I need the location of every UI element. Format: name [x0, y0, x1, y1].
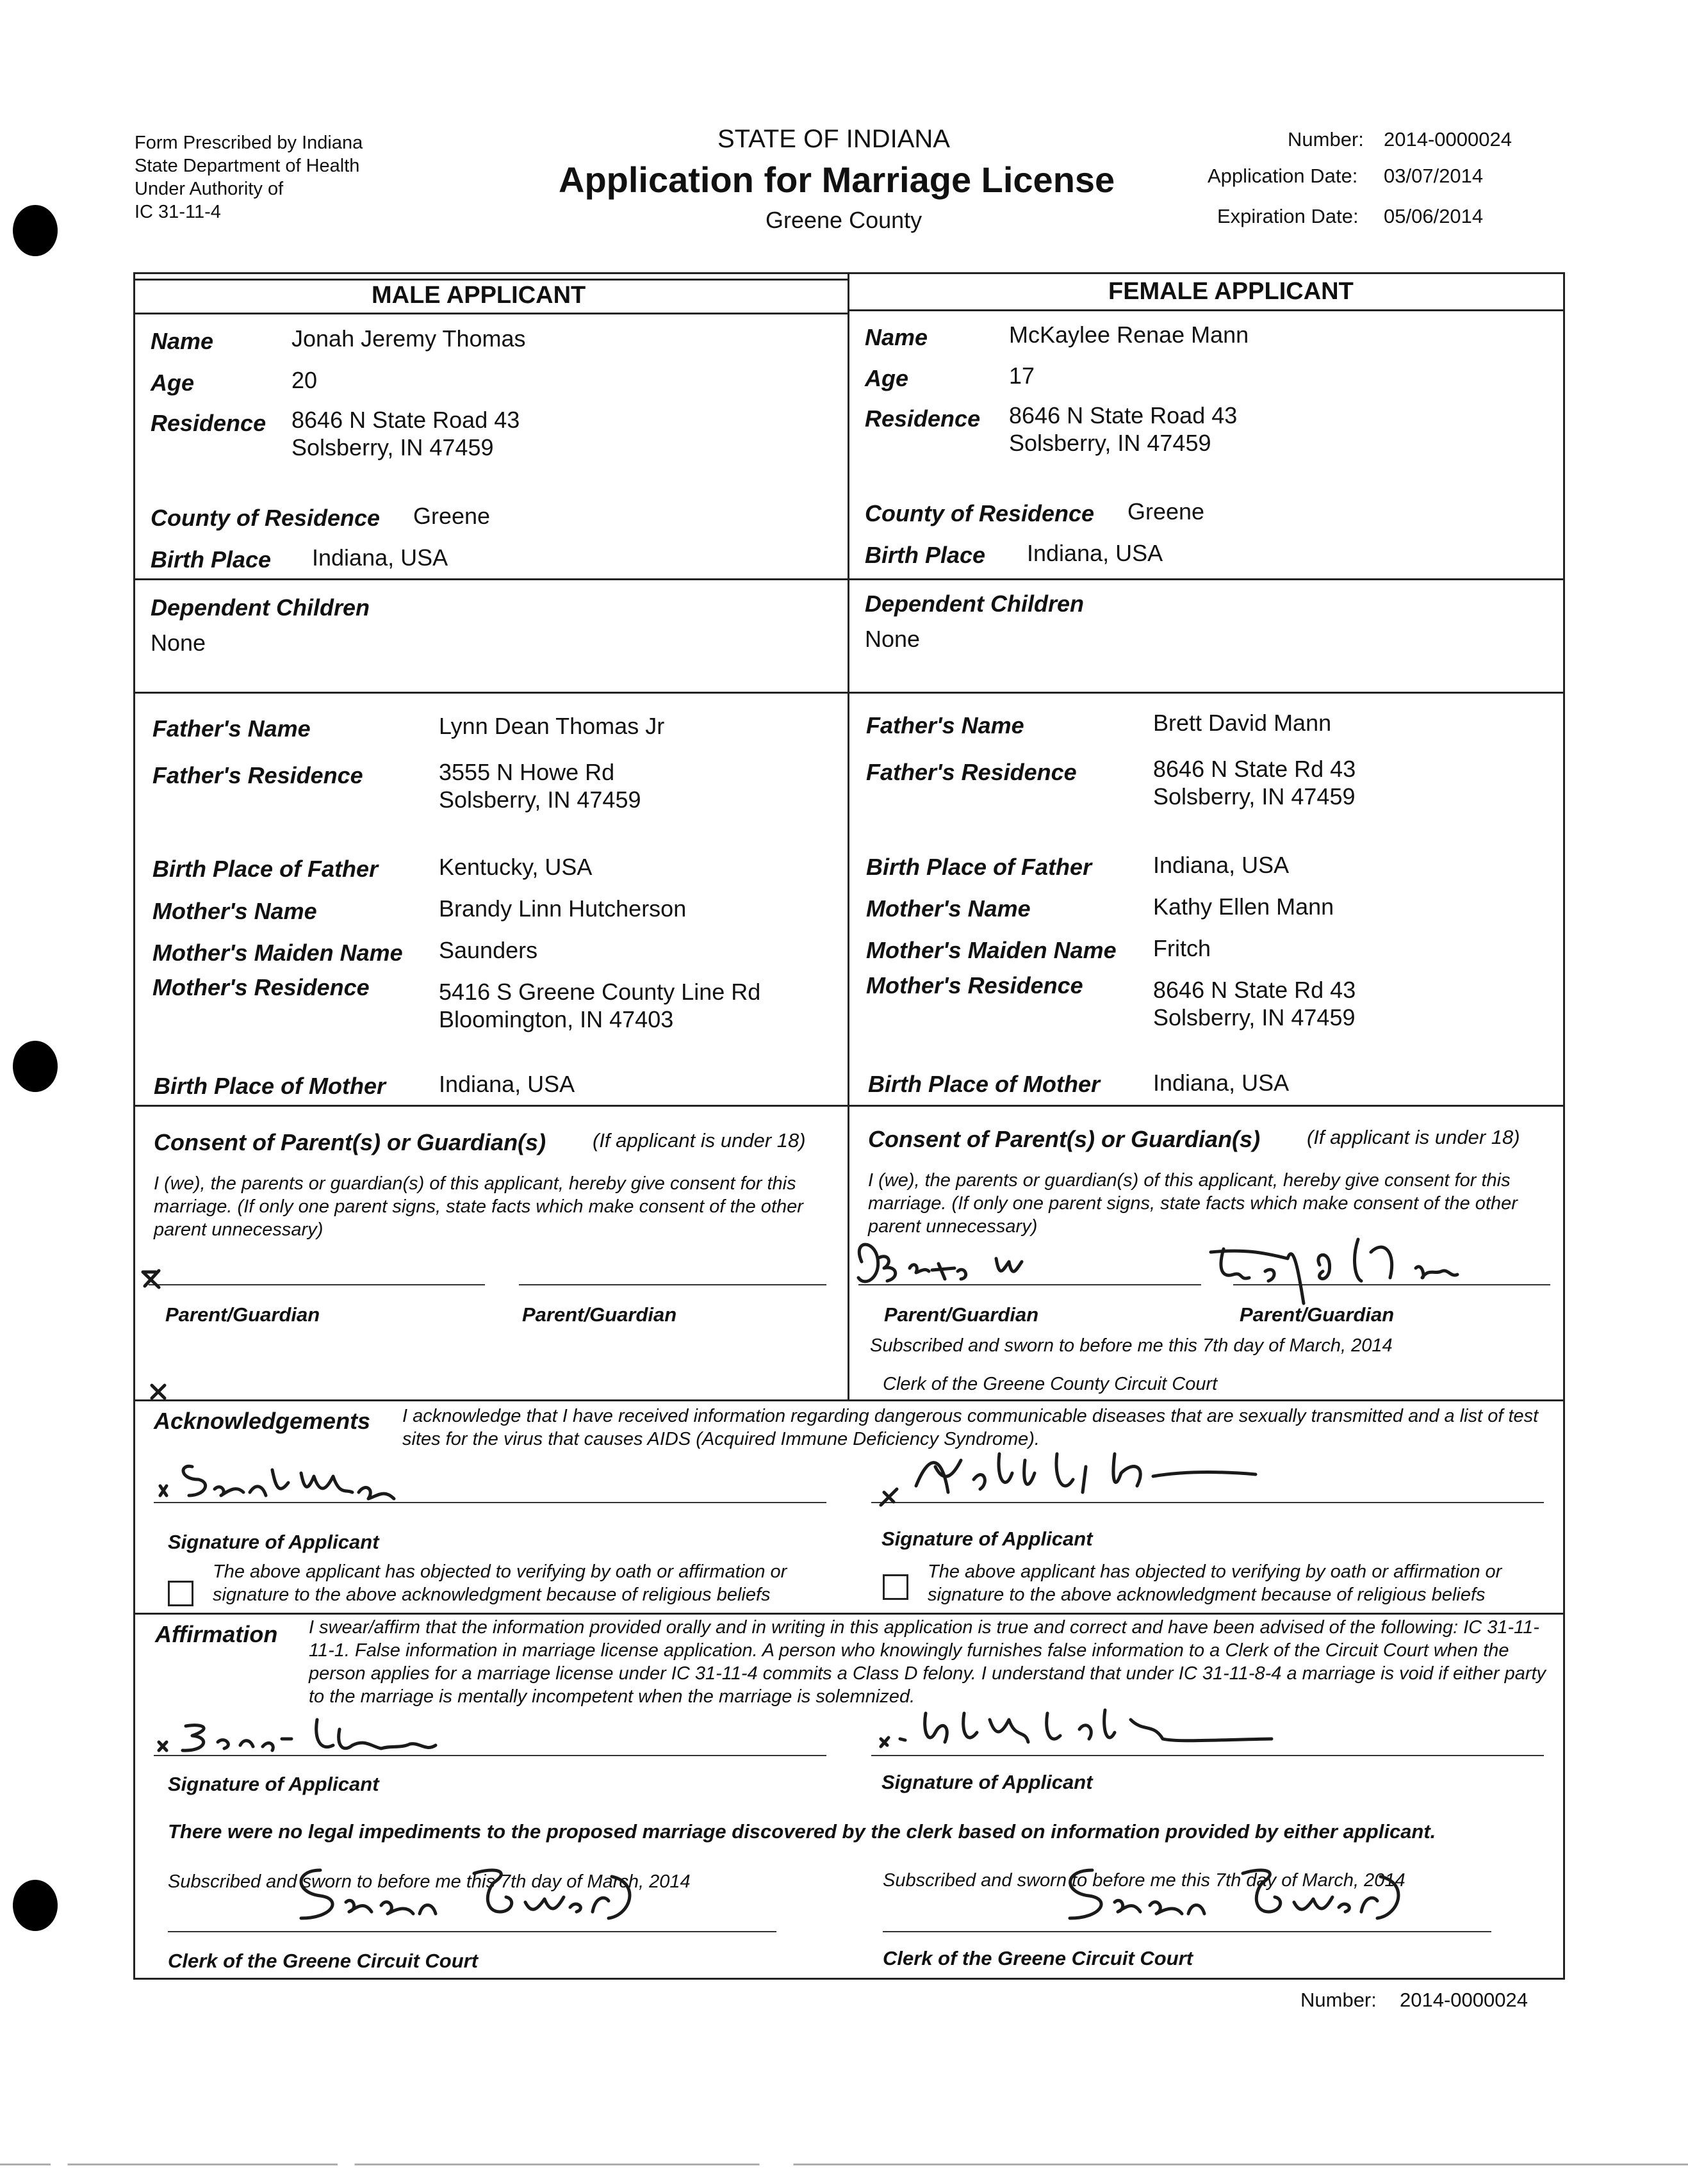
female-religious-objection-text: The above applicant has objected to verifying by oath or affirmation or signature to the above acknowledgment because of religious beliefs: [928, 1561, 1502, 1605]
female-residence-line2: Solsberry, IN 47459: [1009, 430, 1211, 456]
punch-hole-bottom: [13, 1880, 58, 1931]
prescribed-line: IC 31-11-4: [135, 202, 221, 222]
number-value: 2014-0000024: [1384, 128, 1512, 151]
female-mothers-maiden-name: Fritch: [1153, 935, 1211, 961]
expiration-date-label: Expiration Date:: [1217, 205, 1359, 227]
female-clerk-label: Clerk of the Greene Circuit Court: [883, 1947, 1193, 1969]
male-residence-line2: Solsberry, IN 47459: [291, 434, 494, 460]
male-mothers-residence-line2: Bloomington, IN 47403: [439, 1006, 674, 1032]
male-age-label: Age: [151, 370, 195, 396]
male-clerk-signature: [282, 1857, 653, 1931]
female-residence-line1: 8646 N State Road 43: [1009, 402, 1238, 428]
application-date-label: Application Date:: [1208, 165, 1358, 187]
female-mothers-name: Kathy Ellen Mann: [1153, 893, 1334, 920]
male-age: 20: [291, 367, 318, 393]
female-mothers-name-label: Mother's Name: [866, 895, 1031, 922]
female-birth-place-mother-label: Birth Place of Mother: [868, 1071, 1101, 1097]
female-mothers-residence-line1: 8646 N State Rd 43: [1153, 977, 1356, 1003]
male-birth-place-mother: Indiana, USA: [439, 1071, 575, 1097]
male-county: Greene: [413, 503, 491, 529]
male-parent-signature-line-1: [149, 1284, 485, 1285]
affirmation-title: Affirmation: [155, 1621, 278, 1647]
male-applicant-heading: MALE APPLICANT: [372, 282, 586, 309]
female-religious-objection-checkbox[interactable]: [883, 1574, 908, 1600]
male-consent-title: Consent of Parent(s) or Guardian(s): [154, 1129, 546, 1155]
male-birth-place-mother-label: Birth Place of Mother: [154, 1073, 386, 1099]
male-clerk-label: Clerk of the Greene Circuit Court: [168, 1950, 479, 1972]
female-birth-place-label: Birth Place: [865, 542, 986, 568]
female-name-label: Name: [865, 324, 928, 350]
female-birth-place-mother: Indiana, USA: [1153, 1070, 1290, 1096]
female-affirmation-signature-line: [871, 1755, 1544, 1756]
female-consent-title: Consent of Parent(s) or Guardian(s): [868, 1126, 1261, 1152]
female-affirmation-signature-label: Signature of Applicant: [881, 1771, 1093, 1793]
female-birth-place: Indiana, USA: [1027, 540, 1163, 566]
female-consent-note: (If applicant is under 18): [1307, 1126, 1520, 1148]
female-applicant-heading: FEMALE APPLICANT: [1108, 278, 1354, 305]
female-fathers-residence-line1: 8646 N State Rd 43: [1153, 756, 1356, 782]
male-parent-x-mark: [140, 1267, 165, 1292]
female-clerk-signature-line: [883, 1931, 1491, 1932]
female-county: Greene: [1127, 498, 1205, 525]
female-ack-signature-label: Signature of Applicant: [881, 1528, 1093, 1550]
male-dependent-children-label: Dependent Children: [151, 594, 370, 621]
male-name-label: Name: [151, 328, 214, 354]
father-signature: [849, 1233, 1188, 1294]
male-ack-signature-label: Signature of Applicant: [168, 1531, 379, 1553]
punch-hole-top: [13, 205, 58, 256]
male-residence-label: Residence: [151, 410, 266, 436]
male-parent-guardian-label-2: Parent/Guardian: [522, 1303, 677, 1326]
application-date-value: 03/07/2014: [1384, 165, 1484, 187]
consent-clerk: Clerk of the Greene County Circuit Court: [883, 1374, 1218, 1394]
state-heading: STATE OF INDIANA: [717, 125, 950, 153]
male-mothers-name-label: Mother's Name: [152, 898, 317, 924]
male-parent-guardian-label-1: Parent/Guardian: [165, 1303, 320, 1326]
footer-number-value: 2014-0000024: [1400, 1989, 1528, 2011]
male-birth-place-father-label: Birth Place of Father: [152, 856, 379, 882]
male-birth-place-father: Kentucky, USA: [439, 854, 593, 880]
female-birth-place-father: Indiana, USA: [1153, 852, 1290, 878]
male-mothers-residence-line1: 5416 S Greene County Line Rd: [439, 979, 761, 1005]
consent-subscribed: Subscribed and sworn to before me this 7th day of March, 2014: [870, 1335, 1393, 1356]
male-mothers-maiden-name-label: Mother's Maiden Name: [152, 940, 403, 966]
female-parent-guardian-label-1: Parent/Guardian: [884, 1303, 1039, 1326]
female-mothers-maiden-name-label: Mother's Maiden Name: [866, 937, 1117, 963]
male-fathers-residence-line2: Solsberry, IN 47459: [439, 786, 641, 813]
acknowledgements-title: Acknowledgements: [154, 1408, 371, 1434]
male-fathers-residence-line1: 3555 N Howe Rd: [439, 759, 615, 785]
affirmation-text: I swear/affirm that the information provided orally and in writing in this application is true and correct and have been advised of the following: IC 31-11-11-1. False information in marriage license application. A person who knowingly furnishes false information to a Clerk of the Circuit Court when the person applies for a marriage license under IC 31-11-4 commits a Class D felony. I understand that under IC 31-11-8-4 a marriage is void if either party to the marriage is mentally incompetent when the marriage is solemnized.: [309, 1617, 1546, 1707]
female-ack-signature: [871, 1435, 1384, 1508]
male-fathers-name-label: Father's Name: [152, 715, 311, 742]
male-fathers-name: Lynn Dean Thomas Jr: [439, 713, 665, 739]
male-county-label: County of Residence: [151, 505, 381, 531]
male-affirmation-signature-label: Signature of Applicant: [168, 1773, 379, 1795]
female-clerk-signature: [1051, 1857, 1416, 1931]
prescribed-line: Under Authority of: [135, 179, 284, 199]
page-title: Application for Marriage License: [559, 159, 1115, 200]
female-mothers-residence-line2: Solsberry, IN 47459: [1153, 1004, 1356, 1031]
male-consent-note: (If applicant is under 18): [593, 1129, 806, 1152]
male-birth-place: Indiana, USA: [312, 544, 448, 571]
form-prescribed-block: [135, 131, 363, 224]
male-x-mark: [149, 1382, 168, 1401]
male-mothers-residence-label: Mother's Residence: [152, 974, 370, 1000]
male-clerk-signature-line: [168, 1931, 776, 1932]
male-mothers-maiden-name: Saunders: [439, 937, 538, 963]
male-parent-signature-line-2: [519, 1284, 826, 1285]
female-mothers-residence-label: Mother's Residence: [866, 972, 1083, 998]
footer-number-label: Number:: [1300, 1989, 1377, 2011]
male-affirmation-signature-line: [154, 1755, 826, 1756]
county-heading: Greene County: [766, 207, 922, 233]
female-dependent-children: None: [865, 626, 921, 652]
impediments-statement: There were no legal impediments to the proposed marriage discovered by the clerk based on information provided by either applicant.: [168, 1820, 1436, 1843]
male-birth-place-label: Birth Place: [151, 546, 272, 573]
male-religious-objection-text: The above applicant has objected to verifying by oath or affirmation or signature to the above acknowledgment because of religious beliefs: [213, 1561, 787, 1605]
expiration-date-value: 05/06/2014: [1384, 205, 1484, 227]
female-fathers-name-label: Father's Name: [866, 712, 1024, 738]
number-label: Number:: [1288, 128, 1364, 151]
female-county-label: County of Residence: [865, 500, 1095, 526]
male-name: Jonah Jeremy Thomas: [291, 325, 526, 352]
male-residence-line1: 8646 N State Road 43: [291, 407, 520, 433]
female-name: McKaylee Renae Mann: [1009, 322, 1249, 348]
female-consent-text: I (we), the parents or guardian(s) of this applicant, hereby give consent for this marriage. (If only one parent signs, state facts which make consent of the other parent unnecessary): [868, 1170, 1518, 1237]
male-consent-text: I (we), the parents or guardian(s) of this applicant, hereby give consent for this marriage. (If only one parent signs, state facts which make consent of the other parent unnecessary): [154, 1173, 803, 1240]
mother-signature: [1204, 1214, 1537, 1316]
male-subscribed-text: Subscribed and sworn to before me this 7th day of March, 2014: [168, 1871, 691, 1892]
prescribed-line: Form Prescribed by Indiana: [135, 133, 363, 153]
male-dependent-children: None: [151, 630, 206, 656]
acknowledgements-text: I acknowledge that I have received information regarding dangerous communicable diseases that are sexually transmitted and a list of test sites for the virus that causes AIDS (Acquired Immune Deficiency Syndrome).: [402, 1406, 1539, 1449]
male-ack-signature: [154, 1451, 455, 1508]
female-fathers-name: Brett David Mann: [1153, 710, 1332, 736]
female-dependent-children-label: Dependent Children: [865, 591, 1085, 617]
male-religious-objection-checkbox[interactable]: [168, 1581, 193, 1606]
male-mothers-name: Brandy Linn Hutcherson: [439, 895, 687, 922]
female-parent-guardian-label-2: Parent/Guardian: [1240, 1303, 1395, 1326]
female-subscribed-text: Subscribed and sworn to before me this 7th day of March, 2014: [883, 1870, 1405, 1891]
female-fathers-residence-line2: Solsberry, IN 47459: [1153, 783, 1356, 810]
punch-hole-middle: [13, 1041, 58, 1092]
female-affirmation-signature: [874, 1694, 1323, 1758]
prescribed-line: State Department of Health: [135, 156, 360, 176]
female-residence-label: Residence: [865, 405, 981, 432]
scan-edge-line: [0, 2164, 1688, 2165]
female-birth-place-father-label: Birth Place of Father: [866, 854, 1092, 880]
female-age-label: Age: [865, 365, 909, 391]
male-fathers-residence-label: Father's Residence: [152, 762, 363, 788]
female-age: 17: [1009, 363, 1035, 389]
female-fathers-residence-label: Father's Residence: [866, 759, 1077, 785]
